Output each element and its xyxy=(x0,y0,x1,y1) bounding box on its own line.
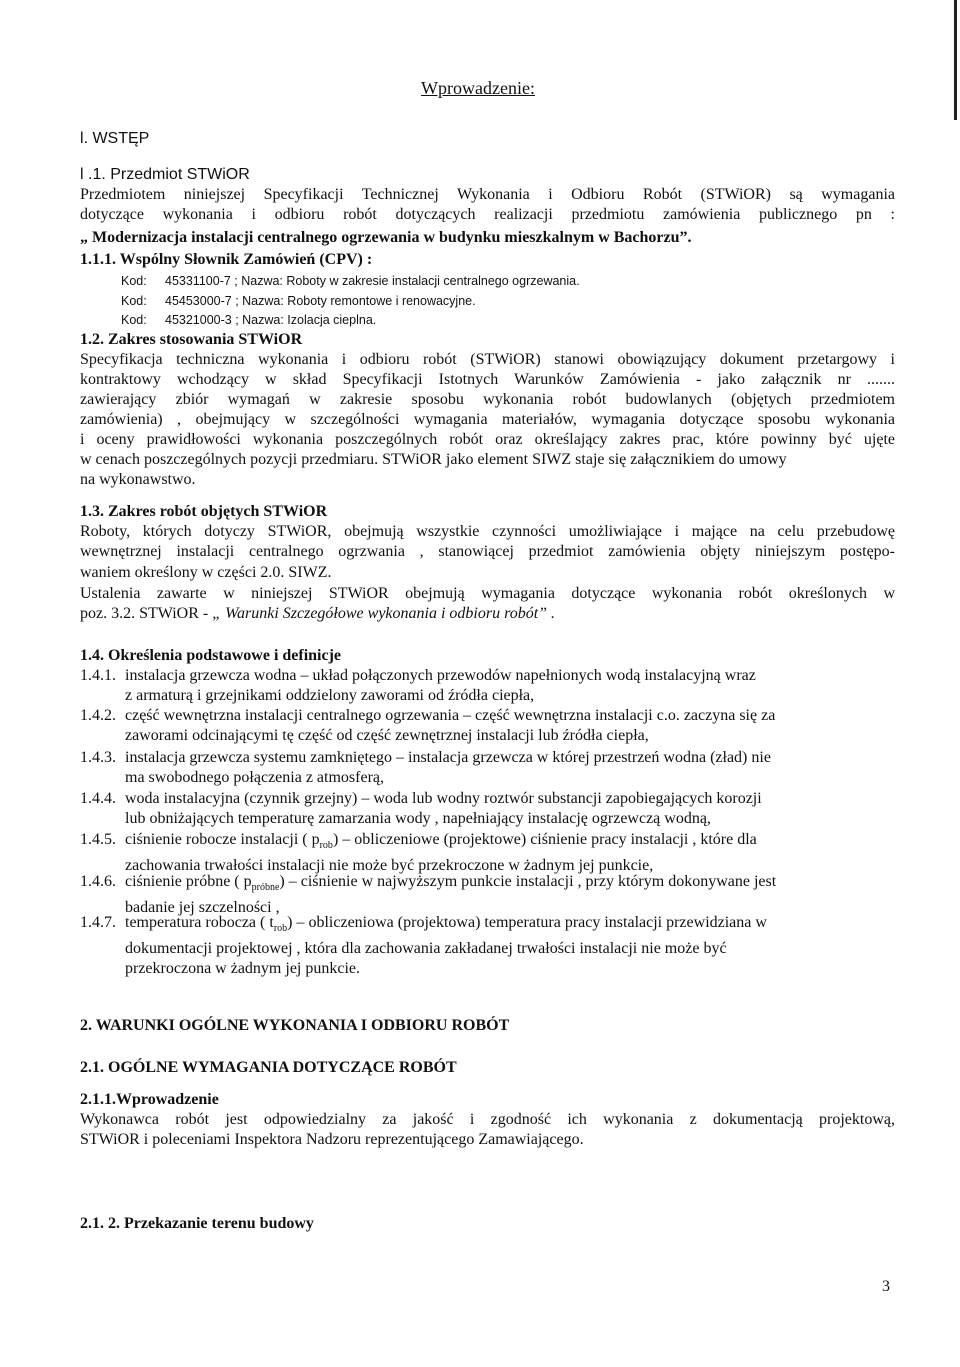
definition-item xyxy=(80,789,895,829)
definition-text: zaworami odcinającymi tę część od część zewnętrznej instalacji lub źródła ciepła, xyxy=(125,727,649,744)
definition-text: woda instalacyjna (czynnik grzejny) – woda lub wodny roztwór substancji zapobiegających korozji xyxy=(125,790,762,807)
section-1-heading: l. WSTĘP xyxy=(80,130,150,147)
section-1-4-heading: 1.4. Określenia podstawowe i definicje xyxy=(80,647,342,664)
reference-title: „ Warunki Szczegółowe wykonania i odbioru robót” . xyxy=(212,605,556,622)
definition-item xyxy=(80,748,895,788)
paragraph-line: wewnętrznej instalacji centralnego ogrzwania , stanowiącej przedmiot zamówienia objęty niniejszym postępo- xyxy=(80,543,895,560)
cpv-code-text: 45321000-3 ; Nazwa: Izolacja cieplna. xyxy=(165,313,377,327)
definition-text-part: temperatura robocza ( t xyxy=(125,914,274,931)
cpv-code-text: 45331100-7 ; Nazwa: Roboty w zakresie instalacji centralnego ogrzewania. xyxy=(165,274,580,288)
definition-text: dokumentacji projektowej , która dla zachowania zakładanej trwałości instalacji nie może być xyxy=(125,940,727,958)
definition-number: 1.4.6. xyxy=(80,873,116,890)
definition-text-part: ) – ciśnienie w najwyższym punkcie instalacji , przy którym dokonywane jest xyxy=(279,873,777,890)
page-title: Wprowadzenie: xyxy=(421,78,535,98)
definition-text: instalacja grzewcza wodna – układ połączonych przewodów napełnionych wodą instalacyjną wraz xyxy=(125,667,756,684)
definition-text: z armaturą i grzejnikami oddzielony zaworami od źródła ciepła, xyxy=(125,687,535,704)
paragraph-line: Specyfikacja techniczna wykonania i odbioru robót (STWiOR) stanowi obowiązujący dokument przetargowy i xyxy=(80,351,895,368)
definition-text: badanie jej szczelności , xyxy=(125,899,280,917)
paragraph-line: na wykonawstwo. xyxy=(80,471,196,488)
definition-text xyxy=(125,872,895,898)
definition-item xyxy=(80,706,895,746)
scan-edge-mark xyxy=(954,0,957,120)
definition-text xyxy=(125,830,895,856)
paragraph-line: Ustalenia zawarte w niniejszej STWiOR obejmują wymagania dotyczące wykonania robót określonych w xyxy=(80,585,895,602)
definition-text: część wewnętrzna instalacji centralnego ogrzewania – część wewnętrzna instalacji c.o. zaczyna się za xyxy=(125,707,776,724)
paragraph-line: zawierający zbiór wymagań w zakresie sposobu wykonania robót budowlanych (objętych przedmiotem xyxy=(80,391,895,408)
definition-number: 1.4.5. xyxy=(80,831,116,848)
definition-text: lub obniżających temperaturę zamarzania wody , napełniający instalację ogrzewczą wodną, xyxy=(125,810,711,827)
cpv-code-row xyxy=(121,291,821,311)
definition-text-part: ciśnienie próbne ( p xyxy=(125,873,252,890)
paragraph-line: Roboty, których dotyczy STWiOR, obejmują wszystkie czynności umożliwiające i mające na celu przebudowę xyxy=(80,523,895,540)
paragraph-line: STWiOR i poleceniami Inspektora Nadzoru reprezentującego Zamawiającego. xyxy=(80,1131,584,1148)
page-number: 3 xyxy=(882,1278,890,1295)
cpv-code-row xyxy=(121,310,821,330)
definition-text: ma swobodnego połączenia z atmosferą, xyxy=(125,769,385,786)
definition-number: 1.4.7. xyxy=(80,914,116,931)
definition-text-part: ) – obliczeniowa (projektowa) temperatura pracy instalacji przewidziana w xyxy=(287,914,767,931)
subscript: próbne xyxy=(251,882,280,894)
section-1-3-heading: 1.3. Zakres robót objętych STWiOR xyxy=(80,503,328,520)
definition-item xyxy=(80,666,895,706)
paragraph-line: Przedmiotem niniejszej Specyfikacji Technicznej Wykonania i Odbioru Robót (STWiOR) są wymagania xyxy=(80,186,895,203)
section-1-1-1-heading: 1.1.1. Wspólny Słownik Zamówień (CPV) : xyxy=(80,251,373,268)
subscript: rob xyxy=(319,840,333,852)
paragraph-line xyxy=(80,604,895,624)
definition-number: 1.4.1. xyxy=(80,667,116,684)
definition-text-part: ciśnienie robocze instalacji ( p xyxy=(125,831,320,848)
cpv-code-label: Kod: xyxy=(121,294,147,308)
paragraph-line: kontraktowy wchodzący w skład Specyfikacji Istotnych Warunków Zamówienia - jako załącznik nr ....... xyxy=(80,371,895,388)
section-2-1-1-heading: 2.1.1.Wprowadzenie xyxy=(80,1091,219,1108)
cpv-code-label: Kod: xyxy=(121,313,147,327)
paragraph-line: zamówienia) , obejmujący w szczególności wymagania materiałów, wymagania dotyczące sposobu wykonania xyxy=(80,411,895,428)
section-2-1-2-heading: 2.1. 2. Przekazanie terenu budowy xyxy=(80,1215,314,1232)
definition-text xyxy=(125,913,895,939)
definition-item xyxy=(80,830,895,876)
definition-item xyxy=(80,872,895,918)
definition-text: przekroczona w żadnym jej punkcie. xyxy=(125,960,361,978)
definition-text: zachowania trwałości instalacji nie może być przekroczone w żadnym jej punkcie, xyxy=(125,857,654,875)
section-2-1-heading: 2.1. OGÓLNE WYMAGANIA DOTYCZĄCE ROBÓT xyxy=(80,1059,457,1076)
definition-number: 1.4.4. xyxy=(80,790,116,807)
definition-number: 1.4.3. xyxy=(80,749,116,766)
definition-text: instalacja grzewcza systemu zamkniętego – instalacja grzewcza w której przestrzeń wodna (zład) nie xyxy=(125,749,771,766)
definition-text-part: ) – obliczeniowe (projektowe) ciśnienie pracy instalacji , które dla xyxy=(332,831,757,848)
cpv-code-row xyxy=(121,271,821,291)
paragraph-line: waniem określony w części 2.0. SIWZ. xyxy=(80,564,332,581)
paragraph-line: dotyczące wykonania i odbioru robót dotyczących realizacji przedmiotu zamówienia publicznego pn : xyxy=(80,206,895,223)
section-1-2-heading: 1.2. Zakres stosowania STWiOR xyxy=(80,331,303,348)
section-2-heading: 2. WARUNKI OGÓLNE WYKONANIA I ODBIORU ROBÓT xyxy=(80,1017,510,1034)
paragraph-line: Wykonawca robót jest odpowiedzialny za jakość i zgodność ich wykonania z dokumentacją projektową, xyxy=(80,1111,895,1128)
cpv-code-label: Kod: xyxy=(121,274,147,288)
project-title: „ Modernizacja instalacji centralnego ogrzewania w budynku mieszkalnym w Bachorzu”. xyxy=(80,229,692,246)
paragraph-line: i oceny prawidłowości wykonania poszczególnych robót oraz określający zakres prac, które powinny być ujęte xyxy=(80,431,895,448)
paragraph-line: w cenach poszczególnych pozycji przedmiaru. STWiOR jako element SIWZ staje się załącznikiem do umowy xyxy=(80,451,787,468)
section-1-1-heading: l .1. Przedmiot STWiOR xyxy=(80,166,250,183)
definition-number: 1.4.2. xyxy=(80,707,116,724)
cpv-code-text: 45453000-7 ; Nazwa: Roboty remontowe i renowacyjne. xyxy=(165,294,476,308)
reference-text: poz. 3.2. STWiOR - xyxy=(80,605,213,622)
definition-item xyxy=(80,913,895,979)
subscript: rob xyxy=(273,923,288,935)
